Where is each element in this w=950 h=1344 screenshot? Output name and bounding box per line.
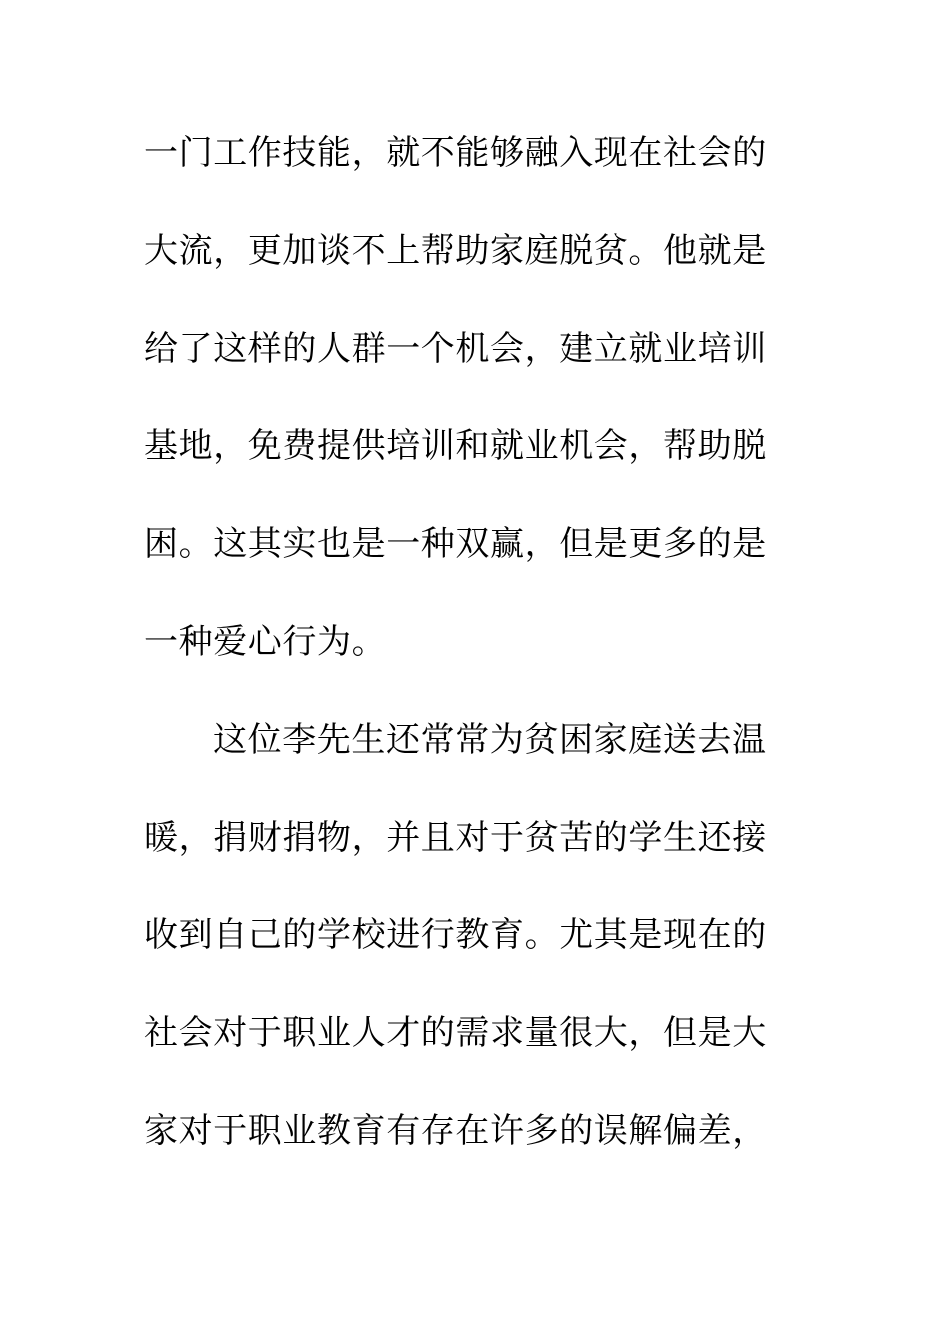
text-line: 社会对于职业人才的需求量很大，但是大 (144, 1013, 767, 1054)
text-line: 一种爱心行为。 (144, 621, 387, 662)
paragraph-first-line: 这位李先生还常常为贫困家庭送去温 (213, 719, 767, 760)
text-line: 收到自己的学校进行教育。尤其是现在的 (144, 915, 767, 956)
text-line: 给了这样的人群一个机会，建立就业培训 (144, 328, 767, 369)
text-line: 一门工作技能，就不能够融入现在社会的 (144, 133, 767, 173)
text-line: 暖，捐财捐物，并且对于贫苦的学生还接 (144, 817, 767, 858)
text-line: 大流，更加谈不上帮助家庭脱贫。他就是 (144, 230, 767, 271)
text-line: 基地，免费提供培训和就业机会，帮助脱 (144, 426, 767, 467)
text-line: 家对于职业教育有存在许多的误解偏差， (144, 1110, 767, 1151)
text-line: 困。这其实也是一种双赢，但是更多的是 (144, 524, 767, 565)
body-text (144, 125, 784, 1201)
